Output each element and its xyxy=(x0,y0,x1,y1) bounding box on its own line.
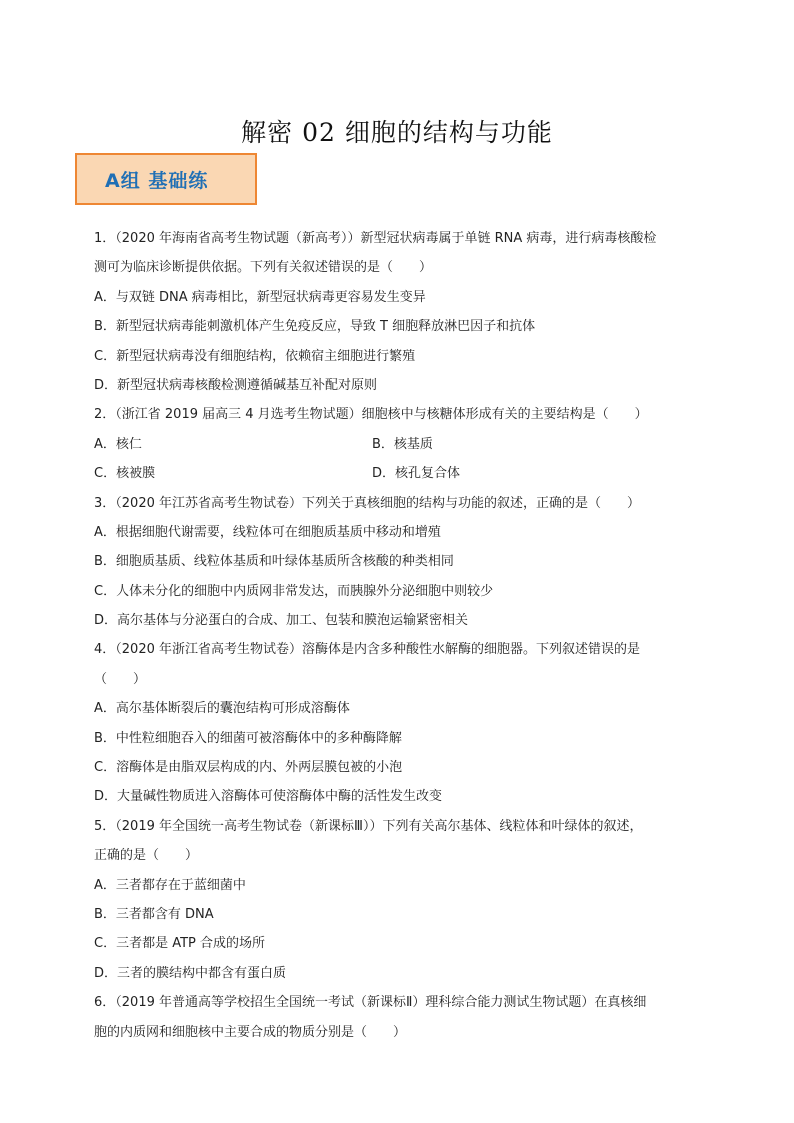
question-3 xyxy=(94,495,702,642)
question-2-stem: 2．（浙江省 2019 届高三 4 月选考生物试题）细胞核中与核糖体形成有关的主要结构是（ ） xyxy=(94,407,648,423)
question-2-option-a: A．核仁 xyxy=(94,436,142,452)
question-1-option-c: C．新型冠状病毒没有细胞结构，依赖宿主细胞进行繁殖 xyxy=(94,348,416,364)
question-3-option-a: A．根据细胞代谢需要，线粒体可在细胞质基质中移动和增殖 xyxy=(94,524,441,540)
question-5-option-a: A．三者都存在于蓝细菌中 xyxy=(94,877,246,893)
question-1-stem-line1: 1．（2020 年海南省高考生物试题（新高考））新型冠状病毒属于单链 RNA 病毒，进行病毒核酸检 xyxy=(94,231,657,246)
question-3-option-d: D．高尔基体与分泌蛋白的合成、加工、包装和膜泡运输紧密相关 xyxy=(94,613,469,629)
question-6-stem-line1: 6．（2019 年普通高等学校招生全国统一考试（新课标Ⅱ）理科综合能力测试生物试题）在真核细 xyxy=(94,995,647,1011)
question-5-option-b: B．三者都含有 DNA xyxy=(94,906,214,922)
question-3-stem: 3．（2020 年江苏省高考生物试卷）下列关于真核细胞的结构与功能的叙述，正确的是（ ） xyxy=(94,495,640,511)
question-4-stem-line1: 4．（2020 年浙江省高考生物试卷）溶酶体是内含多种酸性水解酶的细胞器。下列叙述错误的是 xyxy=(94,642,640,658)
question-5-stem-line1: 5．（2019 年全国统一高考生物试卷（新课标Ⅲ））下列有关高尔基体、线粒体和叶绿体的叙述， xyxy=(94,818,643,834)
question-2 xyxy=(94,406,702,494)
question-5-option-d: D．三者的膜结构中都含有蛋白质 xyxy=(94,965,287,981)
question-1-stem-line2: 测可为临床诊断提供依据。下列有关叙述错误的是（ ） xyxy=(94,260,433,276)
question-4 xyxy=(94,641,702,817)
page-title: 解密 02 细胞的结构与功能 xyxy=(241,118,553,147)
question-3-option-b: B．细胞质基质、线粒体基质和叶绿体基质所含核酸的种类相同 xyxy=(94,554,454,570)
question-1 xyxy=(94,230,702,406)
question-4-option-b: B．中性粒细胞吞入的细菌可被溶酶体中的多种酶降解 xyxy=(94,730,402,746)
question-2-option-c: C．核被膜 xyxy=(94,466,156,482)
question-5 xyxy=(94,818,702,994)
question-5-stem-line2: 正确的是（ ） xyxy=(94,848,199,864)
question-4-stem-line2: （ ） xyxy=(94,671,147,687)
question-6 xyxy=(94,994,702,1053)
question-1-option-a: A．与双链 DNA 病毒相比，新型冠状病毒更容易发生变异 xyxy=(94,289,426,305)
group-label: A组 基础练 xyxy=(105,169,209,192)
question-6-stem-line2: 胞的内质网和细胞核中主要合成的物质分别是（ ） xyxy=(94,1024,407,1040)
question-2-options-row2 xyxy=(94,465,702,494)
question-3-option-c: C．人体未分化的细胞中内质网非常发达，而胰腺外分泌细胞中则较少 xyxy=(94,583,494,599)
question-1-option-b: B．新型冠状病毒能刺激机体产生免疫反应，导致 T 细胞释放淋巴因子和抗体 xyxy=(94,319,536,335)
question-1-option-d: D．新型冠状病毒核酸检测遵循碱基互补配对原则 xyxy=(94,377,378,393)
question-2-options-row1 xyxy=(94,436,702,465)
question-list xyxy=(94,230,702,1053)
question-5-option-c: C．三者都是 ATP 合成的场所 xyxy=(94,936,266,952)
question-2-option-d: D．核孔复合体 xyxy=(372,466,461,482)
question-4-option-a: A．高尔基体断裂后的囊泡结构可形成溶酶体 xyxy=(94,701,350,717)
question-2-option-b: B．核基质 xyxy=(372,436,433,452)
question-4-option-c: C．溶酶体是由脂双层构成的内、外两层膜包被的小泡 xyxy=(94,760,403,776)
group-badge xyxy=(75,153,257,205)
question-4-option-d: D．大量碱性物质进入溶酶体可使溶酶体中酶的活性发生改变 xyxy=(94,789,443,805)
